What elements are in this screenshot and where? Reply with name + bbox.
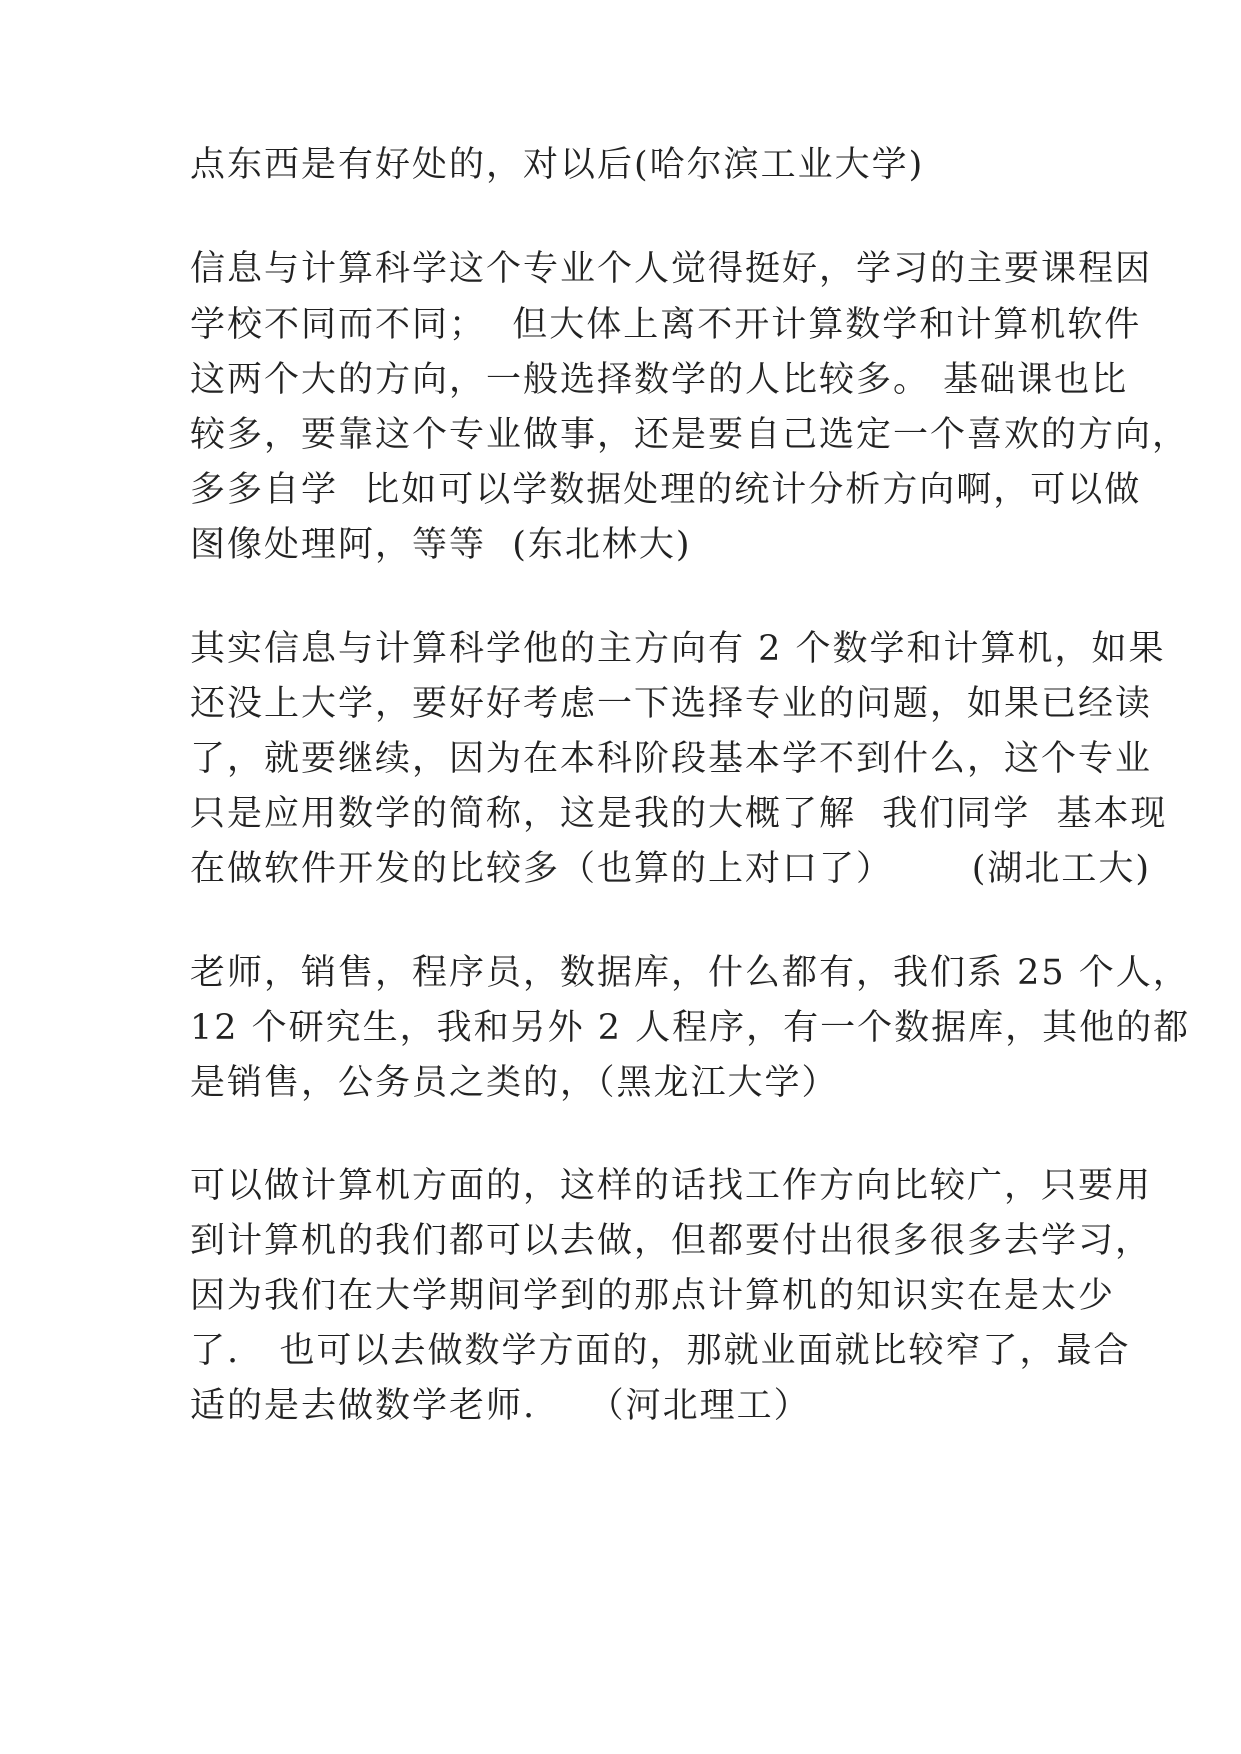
paragraph-2-line-4: 较多，要靠这个专业做事，还是要自己选定一个喜欢的方向， [190, 415, 1190, 455]
paragraph-5-line-1: 可以做计算机方面的，这样的话找工作方向比较广，只要用 [190, 1166, 1153, 1206]
paragraph-4-line-1: 老师，销售，程序员，数据库，什么都有，我们系 25 个人， [190, 953, 1190, 993]
paragraph-2-line-1: 信息与计算科学这个专业个人觉得挺好，学习的主要课程因 [190, 249, 1153, 289]
paragraph-4-line-2: 12 个研究生，我和另外 2 人程序，有一个数据库，其他的都 [190, 1008, 1191, 1048]
paragraph-3-line-5: 在做软件开发的比较多（也算的上对口了） (湖北工大) [190, 849, 1152, 889]
paragraph-2-line-6: 图像处理阿，等等 (东北林大) [190, 525, 692, 565]
paragraph-5-line-5: 适的是去做数学老师. （河北理工） [190, 1386, 811, 1426]
paragraph-2-line-3: 这两个大的方向，一般选择数学的人比较多。 基础课也比 [190, 360, 1129, 400]
paragraph-4-line-3: 是销售，公务员之类的，（黑龙江大学） [190, 1063, 839, 1103]
paragraph-1-line-1: 点东西是有好处的，对以后(哈尔滨工业大学) [190, 145, 925, 185]
paragraph-3-line-2: 还没上大学，要好好考虑一下选择专业的问题，如果已经读 [190, 684, 1153, 724]
paragraph-2-line-2: 学校不同而不同； 但大体上离不开计算数学和计算机软件 [190, 305, 1142, 345]
paragraph-5-line-4: 了. 也可以去做数学方面的，那就业面就比较窄了，最合 [190, 1331, 1131, 1371]
paragraph-2-line-5: 多多自学 比如可以学数据处理的统计分析方向啊，可以做 [190, 470, 1142, 510]
paragraph-3-line-3: 了，就要继续，因为在本科阶段基本学不到什么，这个专业 [190, 739, 1153, 779]
paragraph-3-line-4: 只是应用数学的简称，这是我的大概了解 我们同学 基本现 [190, 794, 1168, 834]
paragraph-5-line-3: 因为我们在大学期间学到的那点计算机的知识实在是太少 [190, 1276, 1116, 1316]
paragraph-5-line-2: 到计算机的我们都可以去做，但都要付出很多很多去学习， [190, 1221, 1153, 1261]
paragraph-3-line-1: 其实信息与计算科学他的主方向有 2 个数学和计算机，如果 [190, 629, 1166, 669]
